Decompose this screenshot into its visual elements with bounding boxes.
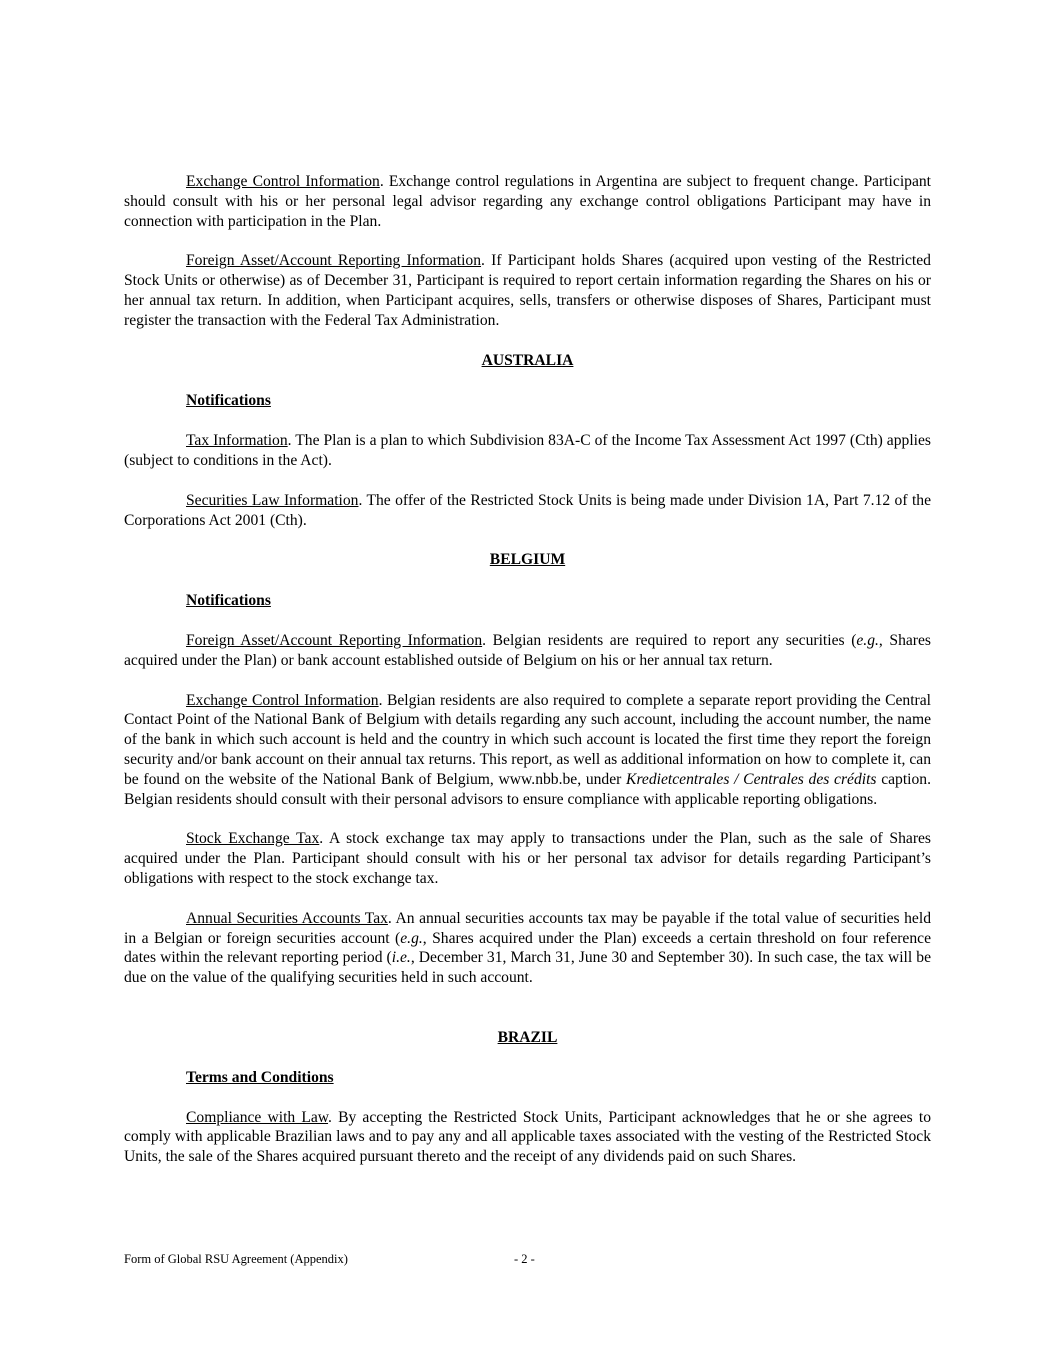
belgium-stock-tax-paragraph: Stock Exchange Tax. A stock exchange tax may apply to transactions under the Plan, such as the sale of Shares acquired under the Plan. Participant should consult with his or her personal tax advisor for details regarding Participant’s obligations with respect to the stock exchange tax. <box>124 830 932 887</box>
section-title: Tax Information <box>186 432 288 450</box>
section-title: Exchange Control Information <box>186 173 380 190</box>
australia-tax-paragraph: Tax Information. The Plan is a plan to which Subdivision 83A-C of the Income Tax Assessment Act 1997 (Cth) applies (subject to conditions in the Act). <box>124 432 931 469</box>
argentina-foreign-paragraph: Foreign Asset/Account Reporting Information. If Participant holds Shares (acquired upon vesting of the Restricted Stock Units or otherwise) as of December 31, Participant is required to report certain information regarding the Shares on his or her annual tax return. In addition, when Participant acquires, sells, transfers or otherwise disposes of Shares, Participant must register the transaction with the Federal Tax Administration. <box>124 252 931 329</box>
belgium-heading: BELGIUM <box>489 551 566 569</box>
page-number: - 2 - <box>514 1252 535 1266</box>
section-title: Annual Securities Accounts Tax <box>186 909 388 927</box>
section-title: Compliance with Law <box>186 1108 329 1126</box>
page-footer <box>124 1252 931 1267</box>
belgium-foreign-paragraph: Foreign Asset/Account Reporting Information. Belgian residents are required to report any securities (e.g., Shares acquired under the Plan) or bank account established outside of Belgium on his or her annual tax return. <box>124 631 931 669</box>
brazil-terms-heading: Terms and Conditions <box>186 1068 334 1086</box>
section-title: Foreign Asset/Account Reporting Information <box>186 631 483 649</box>
brazil-heading: BRAZIL <box>497 1028 558 1046</box>
section-title: Securities Law Information <box>186 491 359 509</box>
section-title: Exchange Control Information <box>186 691 379 709</box>
brazil-compliance-paragraph: Compliance with Law. By accepting the Restricted Stock Units, Participant acknowledges that he or she agrees to comply with applicable Brazilian laws and to pay any and all applicable taxes associated with the vesting of the Restricted Stock Units, the sale of the Shares acquired pursuant thereto and the receipt of any dividends paid on such Shares. <box>124 1108 931 1166</box>
footer-document-title: Form of Global RSU Agreement (Appendix) <box>124 1252 348 1266</box>
document-body <box>124 172 931 1167</box>
belgium-annual-tax-paragraph: Annual Securities Accounts Tax. An annual securities accounts tax may be payable if the total value of securities held in a Belgian or foreign securities account (e.g., Shares acquired under the Plan) exceeds a certain threshold on four reference dates within the relevant reporting period (i.e., December 31, March 31, June 30 and September 30). In such case, the tax will be due on the value of the qualifying securities held in such account. <box>124 909 931 987</box>
australia-securities-paragraph: Securities Law Information. The offer of the Restricted Stock Units is being made under Division 1A, Part 7.12 of the Corporations Act 2001 (Cth). <box>124 491 931 529</box>
belgium-notifications-heading: Notifications <box>186 592 271 610</box>
australia-notifications-heading: Notifications <box>186 392 271 410</box>
section-title: Foreign Asset/Account Reporting Information <box>186 252 482 270</box>
argentina-exchange-paragraph: Exchange Control Information. Exchange control regulations in Argentina are subject to frequent change. Participant should consult with his or her personal legal advisor regarding any exchange control obligations Participant may have in connection with participation in the Plan. <box>124 173 931 230</box>
belgium-exchange-paragraph: Exchange Control Information. Belgian residents are also required to complete a separate report providing the Central Contact Point of the National Bank of Belgium with details regarding any such account, including the account number, the name of the bank in which such account is held and the country in which such account is located the first time they report the foreign security and/or bank account on their annual tax returns. This report, as well as additional information on how to complete it, can be found on the website of the National Bank of Belgium, www.nbb.be, under Kredietcentrales / Centrales des crédits caption. Belgian residents should consult with their personal advisors to ensure compliance with applicable reporting obligations. <box>124 691 932 808</box>
australia-heading: AUSTRALIA <box>481 351 574 369</box>
section-title: Stock Exchange Tax <box>186 830 320 848</box>
